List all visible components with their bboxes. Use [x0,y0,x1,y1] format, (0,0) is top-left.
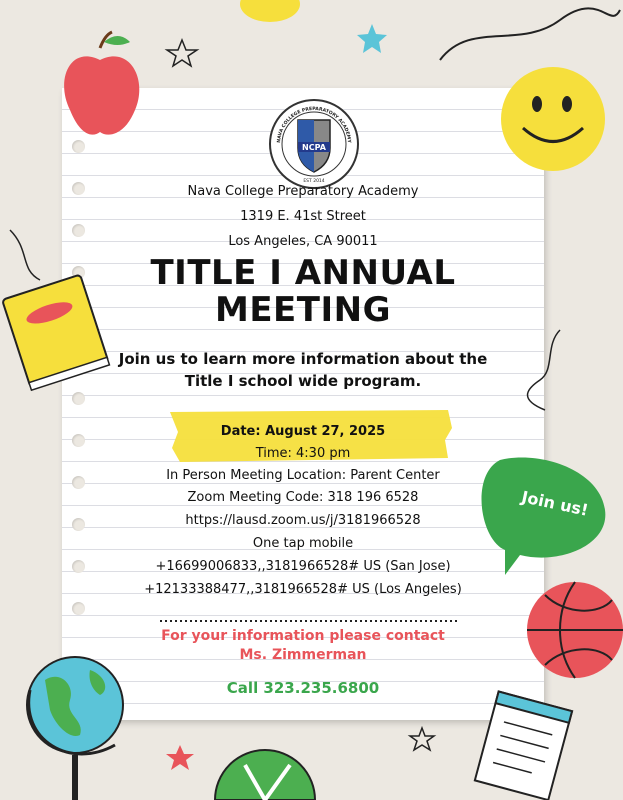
squiggle-icon [10,230,40,280]
tap-los-angeles: +12133388477,,3181966528# US (Los Angeles) [144,582,462,597]
star-red-icon [166,745,194,770]
intro-line2: Title I school wide program. [184,372,422,390]
meeting-time: Time: 4:30 pm [255,446,351,461]
join-us-bubble-text: Join us! [519,487,591,520]
squiggle-icon [440,8,620,60]
tap-san-jose: +16699006833,,3181966528# US (San Jose) [155,559,451,574]
star-outline-icon [167,40,197,66]
logo-est: EST 2014 [303,179,325,184]
logo-ring-text: NAVA COLLEGE PREPARATORY ACADEMY [276,106,352,144]
school-name: Nava College Preparatory Academy [187,184,419,199]
smiley-face-icon [501,67,605,171]
contact-line: For your information please contact [161,628,445,644]
sun-blob-icon [240,0,300,22]
school-logo [268,98,360,190]
school-street: 1319 E. 41st Street [240,209,366,224]
apple-icon [64,32,139,135]
zoom-code: Zoom Meeting Code: 318 196 6528 [187,490,419,505]
title-line2: MEETING [215,290,391,330]
squiggle-icon [528,330,561,410]
title-line1: TITLE I ANNUAL [150,253,456,293]
logo-initials: NCPA [302,143,326,152]
contact-name: Ms. Zimmerman [239,647,367,663]
protractor-icon [215,750,315,800]
intro-line1: Join us to learn more information about the [118,350,488,368]
school-city: Los Angeles, CA 90011 [228,234,378,249]
star-blue-icon [357,24,387,53]
contact-phone: Call 323.235.6800 [226,679,380,697]
meeting-location: In Person Meeting Location: Parent Center [166,468,440,483]
zoom-url: https://lausd.zoom.us/j/3181966528 [185,513,421,528]
meeting-date: Date: August 27, 2025 [220,424,386,439]
one-tap-label: One tap mobile [252,536,354,551]
notepad-icon [475,692,572,800]
star-outline-icon [410,728,434,750]
